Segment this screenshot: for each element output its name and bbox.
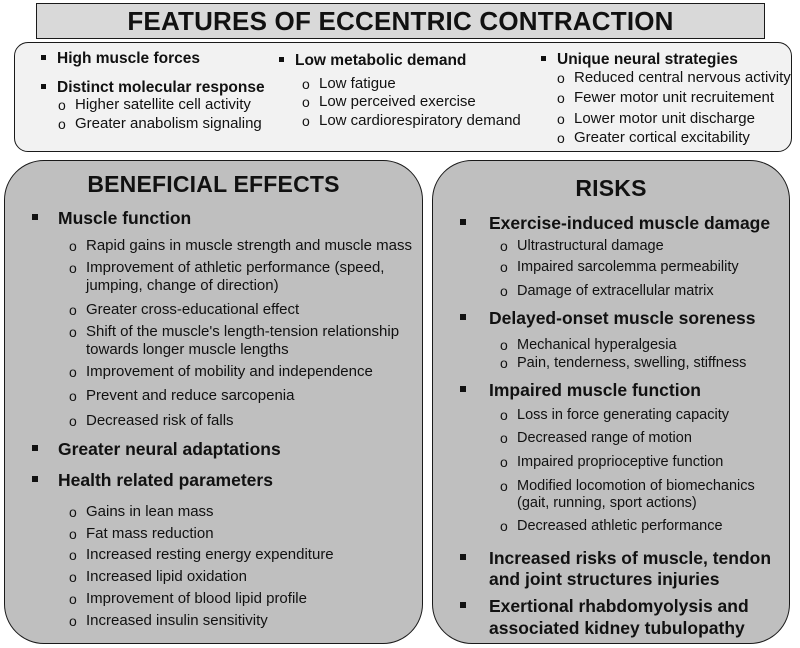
risk-sub-item: Decreased range of motion [517, 430, 692, 446]
risk-exertional-rhabdomyolysis-continuation: associated kidney tubulopathy [489, 618, 745, 638]
circle-bullet-icon: o [69, 591, 77, 607]
feature-unique-neural-strategies: Unique neural strategies [557, 51, 738, 68]
circle-bullet-icon: o [500, 259, 508, 275]
risk-increased-injury-risk-continuation: and joint structures injuries [489, 569, 720, 589]
circle-bullet-icon: o [500, 283, 508, 299]
benefit-greater-neural-adaptations: Greater neural adaptations [58, 439, 281, 459]
circle-bullet-icon: o [500, 430, 508, 446]
risk-sub-item-continuation: (gait, running, sport actions) [517, 495, 697, 511]
square-bullet-icon [460, 386, 466, 392]
circle-bullet-icon: o [69, 302, 77, 318]
benefit-sub-item-continuation: jumping, change of direction) [86, 277, 279, 294]
feature-sub-item: Lower motor unit discharge [574, 110, 755, 127]
risks-panel [432, 160, 790, 644]
circle-bullet-icon: o [500, 518, 508, 534]
benefit-sub-item: Increased lipid oxidation [86, 568, 247, 585]
square-bullet-icon [541, 56, 546, 61]
risk-sub-item: Impaired proprioceptive function [517, 454, 724, 470]
feature-distinct-molecular-response: Distinct molecular response [57, 79, 265, 96]
risk-sub-item: Decreased athletic performance [517, 518, 723, 534]
feature-sub-item: Reduced central nervous activity [574, 69, 791, 86]
benefit-sub-item: Improvement of athletic performance (speed, [86, 259, 385, 276]
circle-bullet-icon: o [500, 337, 508, 353]
benefit-sub-item: Improvement of blood lipid profile [86, 590, 307, 607]
risk-increased-injury-risk: Increased risks of muscle, tendon [489, 548, 772, 568]
feature-high-muscle-forces: High muscle forces [57, 50, 200, 67]
benefit-sub-item: Increased insulin sensitivity [86, 612, 268, 629]
circle-bullet-icon: o [500, 238, 508, 254]
circle-bullet-icon: o [557, 90, 565, 106]
circle-bullet-icon: o [500, 454, 508, 470]
diagram-title: FEATURES OF ECCENTRIC CONTRACTION [36, 3, 765, 39]
feature-sub-item: Greater cortical excitability [574, 129, 750, 146]
circle-bullet-icon: o [557, 111, 565, 127]
beneficial-effects-panel [4, 160, 423, 644]
risk-sub-item: Damage of extracellular matrix [517, 283, 714, 299]
feature-sub-item: Low perceived exercise [319, 93, 476, 110]
circle-bullet-icon: o [58, 116, 66, 132]
risk-exercise-induced-muscle-damage: Exercise-induced muscle damage [489, 213, 771, 233]
circle-bullet-icon: o [69, 613, 77, 629]
benefit-sub-item: Improvement of mobility and independence [86, 363, 373, 380]
feature-sub-item: Greater anabolism signaling [75, 115, 262, 132]
benefit-sub-item: Fat mass reduction [86, 525, 214, 542]
circle-bullet-icon: o [69, 526, 77, 542]
beneficial-effects-title: BENEFICIAL EFFECTS [87, 171, 340, 197]
circle-bullet-icon: o [69, 504, 77, 520]
feature-sub-item: Low cardiorespiratory demand [319, 112, 521, 129]
circle-bullet-icon: o [69, 413, 77, 429]
square-bullet-icon [460, 602, 466, 608]
square-bullet-icon [41, 84, 46, 89]
circle-bullet-icon: o [500, 407, 508, 423]
circle-bullet-icon: o [58, 97, 66, 113]
feature-low-metabolic-demand: Low metabolic demand [295, 52, 467, 69]
benefit-sub-item: Decreased risk of falls [86, 412, 234, 429]
circle-bullet-icon: o [302, 76, 310, 92]
benefit-sub-item: Rapid gains in muscle strength and muscle mass [86, 237, 412, 254]
benefit-muscle-function: Muscle function [58, 208, 192, 228]
square-bullet-icon [279, 57, 284, 62]
benefit-sub-item: Greater cross-educational effect [86, 301, 300, 318]
circle-bullet-icon: o [557, 130, 565, 146]
circle-bullet-icon: o [557, 70, 565, 86]
risk-sub-item: Loss in force generating capacity [517, 407, 729, 423]
circle-bullet-icon: o [69, 388, 77, 404]
features-panel [14, 42, 792, 152]
benefit-sub-item: Shift of the muscle's length-tension relationship [86, 323, 400, 340]
benefit-sub-item: Gains in lean mass [86, 503, 214, 520]
risk-impaired-muscle-function: Impaired muscle function [489, 380, 701, 400]
square-bullet-icon [41, 55, 46, 60]
square-bullet-icon [32, 476, 38, 482]
benefit-health-related-parameters: Health related parameters [58, 470, 273, 490]
risk-delayed-onset-muscle-soreness: Delayed-onset muscle soreness [489, 308, 756, 328]
feature-sub-item: Higher satellite cell activity [75, 96, 251, 113]
risk-sub-item: Modified locomotion of biomechanics [517, 478, 755, 494]
risk-sub-item: Ultrastructural damage [517, 238, 664, 254]
risk-sub-item: Impaired sarcolemma permeability [517, 259, 739, 275]
circle-bullet-icon: o [500, 478, 508, 494]
square-bullet-icon [460, 219, 466, 225]
square-bullet-icon [32, 214, 38, 220]
risk-sub-item: Pain, tenderness, swelling, stiffness [517, 355, 747, 371]
risk-exertional-rhabdomyolysis: Exertional rhabdomyolysis and [489, 596, 749, 616]
square-bullet-icon [32, 445, 38, 451]
circle-bullet-icon: o [302, 94, 310, 110]
benefit-sub-item: Prevent and reduce sarcopenia [86, 387, 295, 404]
feature-sub-item: Fewer motor unit recruitement [574, 89, 775, 106]
feature-sub-item: Low fatigue [319, 75, 396, 92]
risks-title: RISKS [575, 175, 647, 201]
square-bullet-icon [460, 314, 466, 320]
circle-bullet-icon: o [69, 260, 77, 276]
risk-sub-item: Mechanical hyperalgesia [517, 337, 677, 353]
circle-bullet-icon: o [69, 324, 77, 340]
circle-bullet-icon: o [302, 113, 310, 129]
benefit-sub-item: Increased resting energy expenditure [86, 546, 334, 563]
circle-bullet-icon: o [500, 355, 508, 371]
circle-bullet-icon: o [69, 569, 77, 585]
square-bullet-icon [460, 554, 466, 560]
circle-bullet-icon: o [69, 238, 77, 254]
circle-bullet-icon: o [69, 547, 77, 563]
circle-bullet-icon: o [69, 364, 77, 380]
benefit-sub-item-continuation: towards longer muscle lengths [86, 341, 289, 358]
